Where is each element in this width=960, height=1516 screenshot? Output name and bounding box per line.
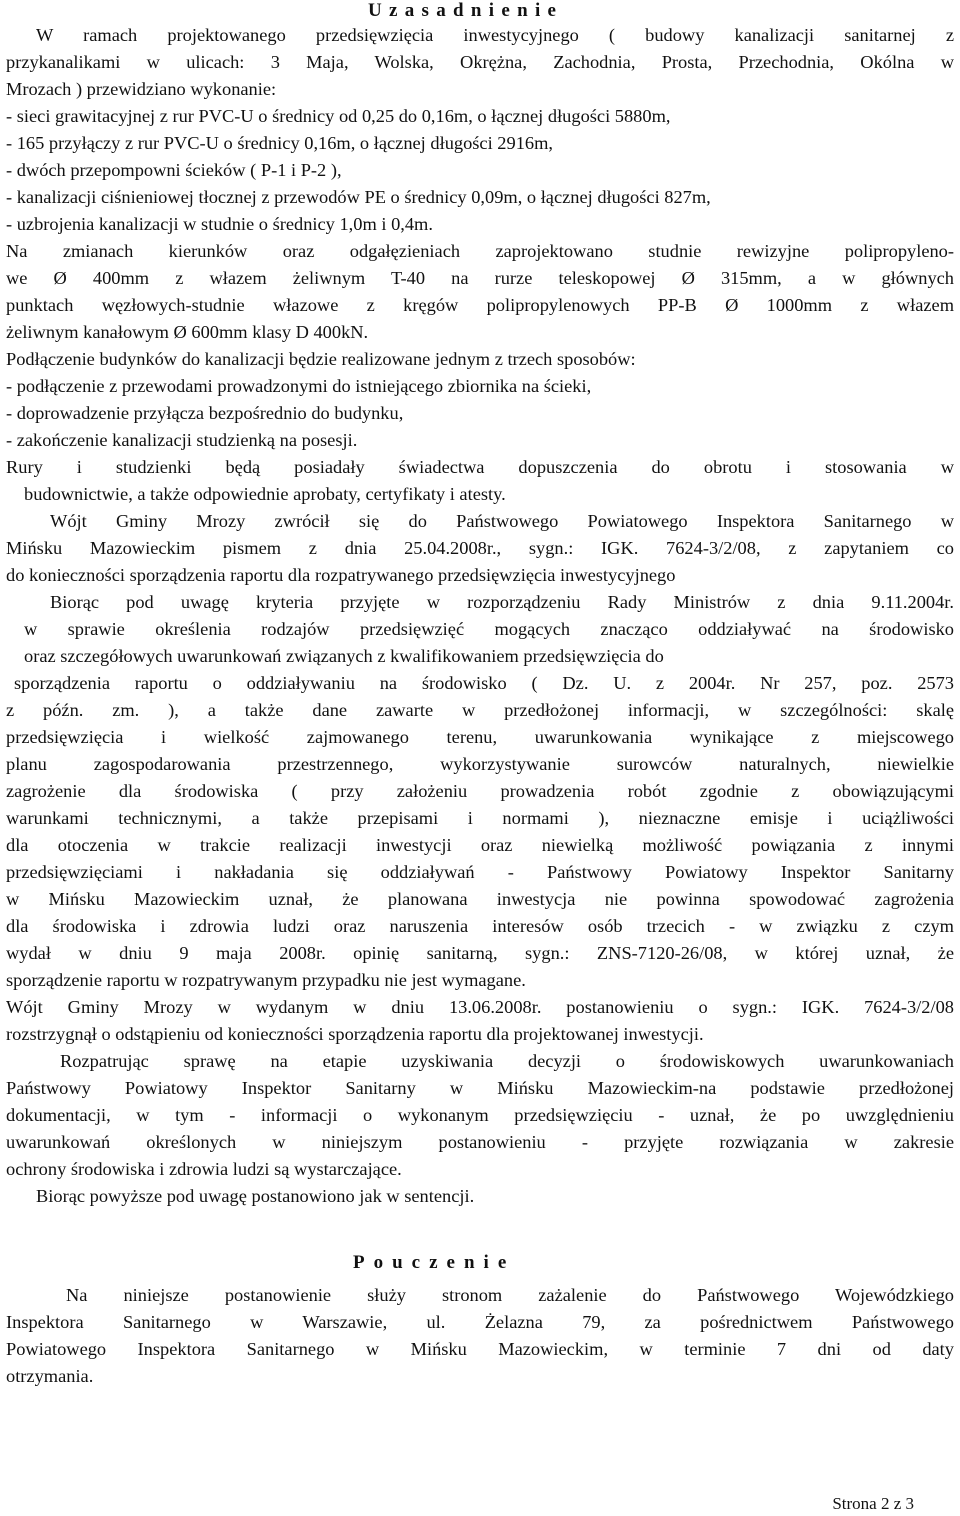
text-line: punktach węzłowych-studnie włazowe z kręgów polipropylenowych PP-B Ø 1000mm z włazem [6,295,954,315]
text-line: planu zagospodarowania przestrzennego, wykorzystywanie surowców naturalnych, niewielkie [6,754,954,774]
text-line: Na niniejsze postanowienie służy stronom zażalenie do Państwowego Wojewódzkiego [66,1285,954,1305]
text-line: Powiatowego Inspektora Sanitarnego w Mińsku Mazowieckim, w terminie 7 dni od daty [6,1339,954,1359]
text-line: warunkami technicznymi, a także przepisami i normami ), nieznaczne emisje i uciążliwości [6,808,954,828]
text-line: do konieczności sporządzenia raportu dla rozpatrywanego przedsięwzięcia inwestycyjnego [6,565,676,585]
pouczenie-heading: Pouczenie [353,1252,516,1273]
page-number: Strona 2 z 3 [832,1494,914,1513]
text-line: uwarunkowań określonych w niniejszym postanowieniu - przyjęte rozwiązania w zakresie [6,1132,954,1152]
text-line: wydał w dniu 9 maja 2008r. opinię sanitarną, sygn.: ZNS-7120-26/08, w której uznał, że [6,943,954,963]
text-line: Rozpatrując sprawę na etapie uzyskiwania decyzji o środowiskowych uwarunkowaniach [60,1051,954,1071]
text-line: Biorąc pod uwagę kryteria przyjęte w rozporządzeniu Rady Ministrów z dnia 9.11.2004r. [50,592,954,612]
text-line: - sieci grawitacyjnej z rur PVC-U o średnicy od 0,25 do 0,16m, o łącznej długości 5880m, [6,106,671,126]
text-line: Mińsku Mazowieckim pismem z dnia 25.04.2008r., sygn.: IGK. 7624-3/2/08, z zapytaniem co [6,538,954,558]
text-line: Mrozach ) przewidziano wykonanie: [6,79,277,99]
text-line: - kanalizacji ciśnieniowej tłocznej z przewodów PE o średnicy 0,09m, o łącznej długości 827m, [6,187,711,207]
text-line: żeliwnym kanałowym Ø 600mm klasy D 400kN. [6,322,369,342]
text-line: - uzbrojenia kanalizacji w studnie o średnicy 1,0m i 0,4m. [6,214,433,234]
text-line: we Ø 400mm z włazem żeliwnym T-40 na rurze teleskopowej Ø 315mm, a w głównych [6,268,954,288]
text-line: budownictwie, a także odpowiednie aprobaty, certyfikaty i atesty. [24,484,506,504]
text-line: otrzymania. [6,1366,94,1386]
text-line: dokumentacji, w tym - informacji o wykonanym przedsięwzięciu - uznał, że po uwzględnieniu [6,1105,954,1125]
text-line: Biorąc powyższe pod uwagę postanowiono jak w sentencji. [36,1186,475,1206]
text-line: przedsięwzięcia i wielkość zajmowanego terenu, uwarunkowania wynikające z miejscowego [6,727,954,747]
text-line: W ramach projektowanego przedsięwzięcia inwestycyjnego ( budowy kanalizacji sanitarnej z [36,25,954,45]
text-line: Państwowy Powiatowy Inspektor Sanitarny w Mińsku Mazowieckim-na podstawie przedłożonej [6,1078,954,1098]
text-line: z późn. zm. ), a także dane zawarte w przedłożonej informacji, w szczególności: skalę [6,700,954,720]
text-line: - dwóch przepompowni ścieków ( P-1 i P-2 ), [6,160,342,180]
text-line: przykanalikami w ulicach: 3 Maja, Wolska, Okrężna, Zachodnia, Prosta, Przechodnia, Okólna w [6,52,954,72]
text-line: przedsięwzięciami i nakładania się oddziaływań - Państwowy Powiatowy Inspektor Sanitarny [6,862,954,882]
text-line: w Mińsku Mazowieckim uznał, że planowana inwestycja nie powinna spowodować zagrożenia [6,889,954,909]
text-line: oraz szczegółowych uwarunkowań związanych z kwalifikowaniem przedsięwzięcia do [24,646,664,666]
text-line: rozstrzygnął o odstąpieniu od konieczności sporządzenia raportu dla projektowanej inwestycji. [6,1024,704,1044]
text-line: Wójt Gminy Mrozy w wydanym w dniu 13.06.2008r. postanowieniu o sygn.: IGK. 7624-3/2/08 [6,997,954,1017]
text-line: Podłączenie budynków do kanalizacji będzie realizowane jednym z trzech sposobów: [6,349,636,369]
text-line: - podłączenie z przewodami prowadzonymi do istniejącego zbiornika na ścieki, [6,376,592,396]
text-line: Inspektora Sanitarnego w Warszawie, ul. Żelazna 79, za pośrednictwem Państwowego [6,1312,954,1332]
text-line: zagrożenie dla środowiska ( przy założeniu prowadzenia robót zgodnie z obowiązującymi [6,781,954,801]
text-line: ochrony środowiska i zdrowia ludzi są wystarczające. [6,1159,402,1179]
text-line: sporządzenie raportu w rozpatrywanym przypadku nie jest wymagane. [6,970,526,990]
text-line: Rury i studzienki będą posiadały świadectwa dopuszczenia do obrotu i stosowania w [6,457,954,477]
text-line: - zakończenie kanalizacji studzienką na posesji. [6,430,358,450]
text-line: Wójt Gminy Mrozy zwrócił się do Państwowego Powiatowego Inspektora Sanitarnego w [50,511,954,531]
text-line: w sprawie określenia rodzajów przedsięwzięć mogących znacząco oddziaływać na środowisko [24,619,954,639]
text-line: Na zmianach kierunków oraz odgałęzieniach zaprojektowano studnie rewizyjne polipropyleno- [6,241,954,261]
text-line: sporządzenia raportu o oddziaływaniu na środowisko ( Dz. U. z 2004r. Nr 257, poz. 2573 [14,673,954,693]
text-line: - doprowadzenie przyłącza bezpośrednio do budynku, [6,403,404,423]
uzasadnienie-heading: Uzasadnienie [368,0,564,21]
text-line: - 165 przyłączy z rur PVC-U o średnicy 0,16m, o łącznej długości 2916m, [6,133,553,153]
text-line: dla środowiska i zdrowia ludzi oraz naruszenia interesów osób trzecich - w związku z czym [6,916,954,936]
text-line: dla otoczenia w trakcie realizacji inwestycji oraz niewielką możliwość powiązania z innymi [6,835,954,855]
